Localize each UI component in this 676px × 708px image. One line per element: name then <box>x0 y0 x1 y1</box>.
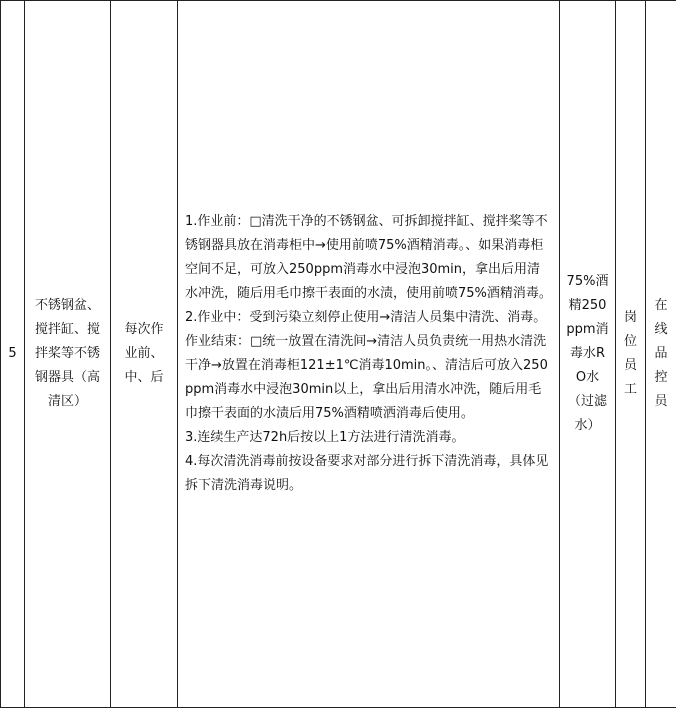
method-step-after: 作业结束：□统一放置在清洗间→清洁人员负责统一用热水清洗干净→放置在消毒柜121±1℃消毒10min。、清洁后可放入250ppm消毒水中浸泡30min以上，拿出后用清水冲洗，随后用毛巾擦干表面的水渍后用75%酒精喷洒消毒后使用。 <box>185 334 548 421</box>
row-index: 5 <box>1 1 25 708</box>
method-step-before: 1.作业前：□清洗干净的不锈钢盆、可拆卸搅拌缸、搅拌桨等不锈钢器具放在消毒柜中→使用前喷75%酒精消毒。、如果消毒柜空间不足，可放入250ppm消毒水中浸泡30min，拿出后用清水冲洗，随后用毛巾擦干表面的水渍，使用前喷75%酒精消毒。 <box>185 214 552 301</box>
cleaning-frequency: 每次作业前、中、后 <box>111 1 178 708</box>
method-step-continuous: 3.连续生产达72h后按以上1方法进行清洗消毒。 <box>185 430 465 445</box>
table-row <box>1 1 676 708</box>
cleaning-item: 不锈钢盆、搅拌缸、搅拌桨等不锈钢器具（高清区） <box>25 1 111 708</box>
method-step-during: 2.作业中：受到污染立刻停止使用→清洁人员集中清洗、消毒。 <box>185 310 547 325</box>
method-step-disassembly: 4.每次清洗消毒前按设备要求对部分进行拆下清洗消毒，具体见拆下清洗消毒说明。 <box>185 454 549 493</box>
disinfectant-agent: 75%酒精250ppm消毒水RO水（过滤水） <box>560 1 616 708</box>
supervisor: 在线品控员 <box>646 1 676 708</box>
executor: 岗位员工 <box>616 1 646 708</box>
cleaning-method <box>178 1 560 708</box>
